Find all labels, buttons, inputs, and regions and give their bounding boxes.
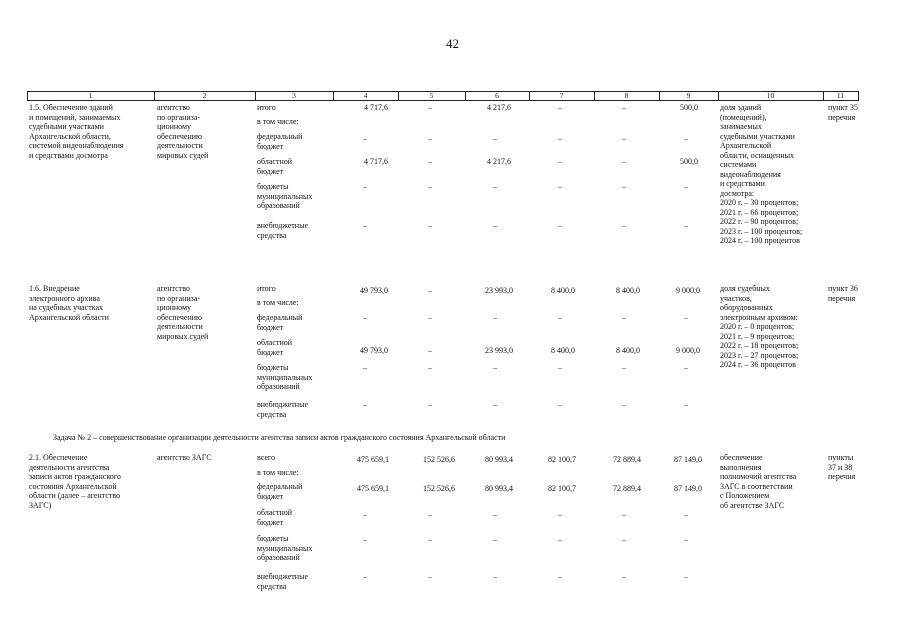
value-cell: – (558, 363, 562, 372)
value-cell: 8 400,0 (616, 286, 640, 295)
value-cell: – (558, 313, 562, 322)
header-col-8: 8 (624, 91, 629, 100)
reference-text: пункт 36 перечня (828, 284, 858, 303)
source-label: всего (257, 453, 276, 462)
source-label: бюджеты муниципальных образований (257, 534, 313, 562)
reference-text: пункты 37 и 38 перечня (828, 453, 856, 481)
value-cell: 500,0 (680, 157, 698, 166)
page-number: 42 (446, 36, 459, 51)
measure-name: 1.5. Обеспечение зданий и помещений, занимаемых судебными участками Архангельской области, системой видеонаблюдения и средствами досмотра (29, 103, 124, 160)
value-cell: 4 217,6 (487, 157, 511, 166)
value-cell: – (622, 363, 626, 372)
header-col-6: 6 (495, 91, 499, 100)
value-cell: – (493, 400, 497, 409)
value-cell: – (428, 134, 432, 143)
value-cell: 80 993,4 (485, 455, 513, 464)
value-cell: 8 400,0 (616, 346, 640, 355)
value-cell: – (684, 535, 688, 544)
value-cell: – (493, 221, 497, 230)
value-cell: 8 400,0 (551, 346, 575, 355)
value-cell: – (493, 535, 497, 544)
source-label: внебюджетные средства (257, 221, 308, 240)
value-cell: 49 793,0 (360, 286, 388, 295)
value-cell: 72 889,4 (613, 484, 641, 493)
header-col-10: 10 (766, 91, 775, 100)
indicator-text: обеспечение выполнения полномочий агентства ЗАГС в соответствии с Положением об агентстве ЗАГС (720, 453, 797, 510)
value-cell: – (428, 535, 432, 544)
value-cell: – (684, 400, 688, 409)
value-cell: – (558, 535, 562, 544)
value-cell: – (622, 510, 626, 519)
col-divider (858, 91, 859, 101)
value-cell: 82 100,7 (548, 455, 576, 464)
value-cell: – (622, 535, 626, 544)
source-label: в том числе: (257, 298, 299, 307)
value-cell: 4 717,6 (364, 157, 388, 166)
value-cell: 475 659,1 (357, 484, 389, 493)
value-cell: – (493, 313, 497, 322)
source-label: бюджеты муниципальных образований (257, 182, 313, 210)
value-cell: – (684, 510, 688, 519)
value-cell: – (622, 157, 626, 166)
header-bottom-border (27, 100, 858, 101)
value-cell: – (493, 182, 497, 191)
source-label: областной бюджет (257, 338, 293, 357)
value-cell: 4 217,6 (487, 103, 511, 112)
value-cell: 475 659,1 (357, 455, 389, 464)
value-cell: – (428, 103, 432, 112)
value-cell: – (493, 363, 497, 372)
value-cell: 152 526,6 (423, 484, 455, 493)
value-cell: – (684, 363, 688, 372)
header-col-9: 9 (686, 91, 691, 100)
value-cell: – (428, 286, 432, 295)
value-cell: – (622, 400, 626, 409)
value-cell: – (428, 157, 432, 166)
measure-name: 2.1. Обеспечение деятельности агентства записи актов гражданского состояния Архангельской области (далее – агентство ЗАГС) (29, 453, 121, 510)
value-cell: – (622, 182, 626, 191)
value-cell: – (622, 313, 626, 322)
value-cell: – (493, 510, 497, 519)
value-cell: – (558, 510, 562, 519)
value-cell: – (363, 535, 367, 544)
value-cell: – (558, 572, 562, 581)
source-label: федеральный бюджет (257, 132, 303, 151)
executor: агентство по организа- ционному обеспечению деятельности мировых судей (157, 103, 209, 160)
value-cell: 500,0 (680, 103, 698, 112)
value-cell: 23 993,0 (485, 286, 513, 295)
value-cell: 8 400,0 (551, 286, 575, 295)
header-col-7: 7 (559, 91, 564, 100)
header-col-3: 3 (292, 91, 296, 100)
header-col-11: 11 (836, 91, 845, 100)
value-cell: 87 149,0 (674, 455, 702, 464)
indicator-text: доля зданий (помещений), занимаемых судебными участками Архангельской области, оснащенных системами видеонаблюдения и средствами досмотра: 2020 г. – 30 процентов; 2021 г. – 66 процентов; 2022 г. – 90 процентов; 2023 г. – 100 процентов; 2024 г. – 100 процентов (720, 103, 803, 245)
value-cell: 80 993,4 (485, 484, 513, 493)
value-cell: – (363, 363, 367, 372)
source-label: итого (257, 284, 276, 293)
value-cell: – (363, 572, 367, 581)
value-cell: 23 993,0 (485, 346, 513, 355)
source-label: федеральный бюджет (257, 482, 303, 501)
executor: агентство по организа- ционному обеспечению деятельности мировых судей (157, 284, 209, 341)
value-cell: – (622, 134, 626, 143)
task-heading: Задача № 2 – совершенствование организации деятельности агентства записи актов гражданского состояния Архангельской области (53, 433, 506, 442)
header-col-5: 5 (429, 91, 434, 100)
header-col-2: 2 (202, 91, 207, 100)
value-cell: – (363, 510, 367, 519)
value-cell: – (363, 400, 367, 409)
value-cell: 87 149,0 (674, 484, 702, 493)
value-cell: – (363, 182, 367, 191)
value-cell: – (684, 572, 688, 581)
value-cell: – (622, 572, 626, 581)
source-label: областной бюджет (257, 157, 293, 176)
source-label: в том числе: (257, 117, 299, 126)
value-cell: – (493, 134, 497, 143)
value-cell: – (428, 572, 432, 581)
value-cell: – (428, 363, 432, 372)
indicator-text: доля судебных участков, оборудованных электронным архивом: 2020 г. – 0 процентов; 2021 г. – 9 процентов; 2022 г. – 18 процентов; 2023 г. – 27 процентов; 2024 г. – 36 процентов (720, 284, 799, 369)
value-cell: – (363, 221, 367, 230)
value-cell: – (363, 313, 367, 322)
value-cell: 72 889,4 (613, 455, 641, 464)
value-cell: – (622, 103, 626, 112)
executor: агентство ЗАГС (157, 453, 212, 462)
value-cell: – (622, 221, 626, 230)
value-cell: – (558, 157, 562, 166)
source-label: внебюджетные средства (257, 400, 308, 419)
value-cell: – (428, 221, 432, 230)
value-cell: 4 717,6 (364, 103, 388, 112)
value-cell: – (684, 134, 688, 143)
value-cell: 49 793,0 (360, 346, 388, 355)
header-col-1: 1 (88, 91, 93, 100)
value-cell: – (558, 400, 562, 409)
value-cell: – (428, 510, 432, 519)
value-cell: – (428, 182, 432, 191)
value-cell: – (428, 313, 432, 322)
value-cell: 9 000,0 (676, 286, 700, 295)
source-label: федеральный бюджет (257, 313, 303, 332)
value-cell: – (558, 221, 562, 230)
value-cell: – (558, 182, 562, 191)
source-label: бюджеты муниципальных образований (257, 363, 313, 391)
source-label: внебюджетные средства (257, 572, 308, 591)
value-cell: – (558, 103, 562, 112)
measure-name: 1.6. Внедрение электронного архива на судебных участках Архангельской области (29, 284, 109, 322)
value-cell: 9 000,0 (676, 346, 700, 355)
value-cell: – (558, 134, 562, 143)
source-label: итого (257, 103, 276, 112)
value-cell: – (493, 572, 497, 581)
reference-text: пункт 35 перечня (828, 103, 858, 122)
source-label: областной бюджет (257, 508, 293, 527)
value-cell: – (684, 221, 688, 230)
value-cell: 82 100,7 (548, 484, 576, 493)
header-col-4: 4 (363, 91, 368, 100)
value-cell: – (363, 134, 367, 143)
value-cell: – (684, 313, 688, 322)
value-cell: 152 526,6 (423, 455, 455, 464)
value-cell: – (428, 346, 432, 355)
value-cell: – (684, 182, 688, 191)
value-cell: – (428, 400, 432, 409)
source-label: в том числе: (257, 468, 299, 477)
